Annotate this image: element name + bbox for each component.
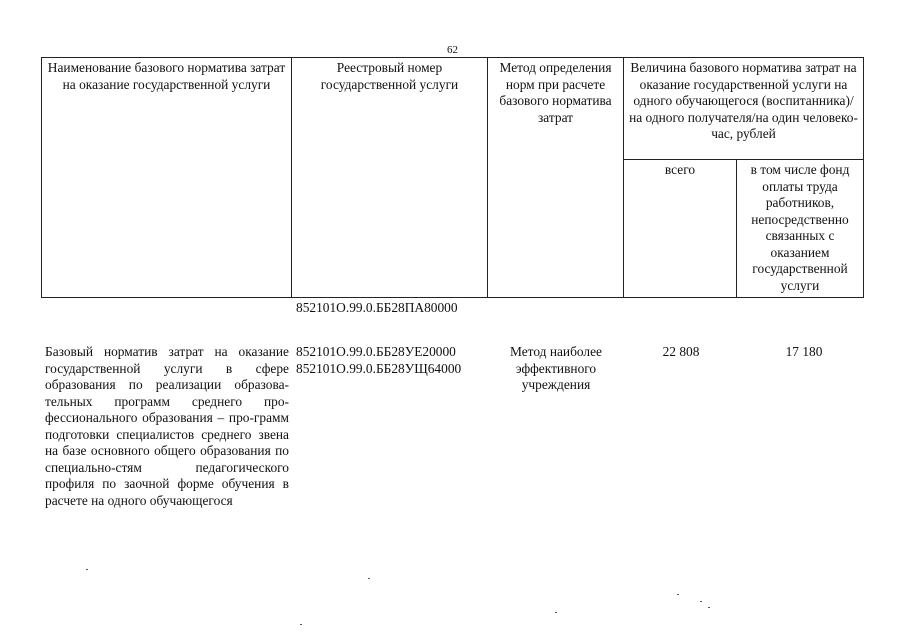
header-registry: Реестровый номер государственной услуги: [292, 58, 488, 298]
scan-speck: [708, 607, 710, 608]
scan-speck: [368, 578, 370, 579]
row-total: 22 808: [662, 344, 700, 359]
scan-speck: [300, 624, 302, 625]
row-name: Базовый норматив затрат на оказание государственной услуги в сфере образования по реализации образова-тельных программ среднего про-фессионального образования – про-грамм подготовки специалистов среднего звена на базе основного общего образования по специально-стям педагогического профиля по заочной форме обучения в расчете на одного обучающегося: [45, 344, 289, 508]
registry-number: 852101О.99.0.ББ28УЕ20000: [296, 344, 456, 359]
row-payroll: 17 180: [785, 344, 823, 359]
header-payroll: в том числе фонд оплаты труда работников, непосредственно связанных с оказанием государственной услуги: [737, 160, 864, 298]
scan-speck: [555, 612, 557, 613]
header-total: всего: [624, 160, 737, 298]
header-value: Величина базового норматива затрат на оказание государственной услуги на одного обучающегося (воспитанника)/на одного получателя/на один человеко-час, рублей: [624, 58, 864, 160]
norm-table-header: [41, 57, 864, 298]
scan-speck: [700, 601, 702, 602]
header-name: Наименование базового норматива затрат на оказание государственной услуги: [42, 58, 292, 298]
scan-speck: [677, 594, 679, 595]
scan-speck: [86, 569, 88, 570]
registry-number-above: 852101О.99.0.ББ28ПА80000: [296, 300, 458, 315]
header-method: Метод определения норм при расчете базового норматива затрат: [488, 58, 624, 298]
registry-number: 852101О.99.0.ББ28УЩ64000: [296, 360, 462, 376]
row-registry-numbers: [296, 344, 461, 377]
row-method: Метод наиболее эффективного учреждения: [510, 344, 602, 392]
page-number: 62: [447, 44, 458, 56]
